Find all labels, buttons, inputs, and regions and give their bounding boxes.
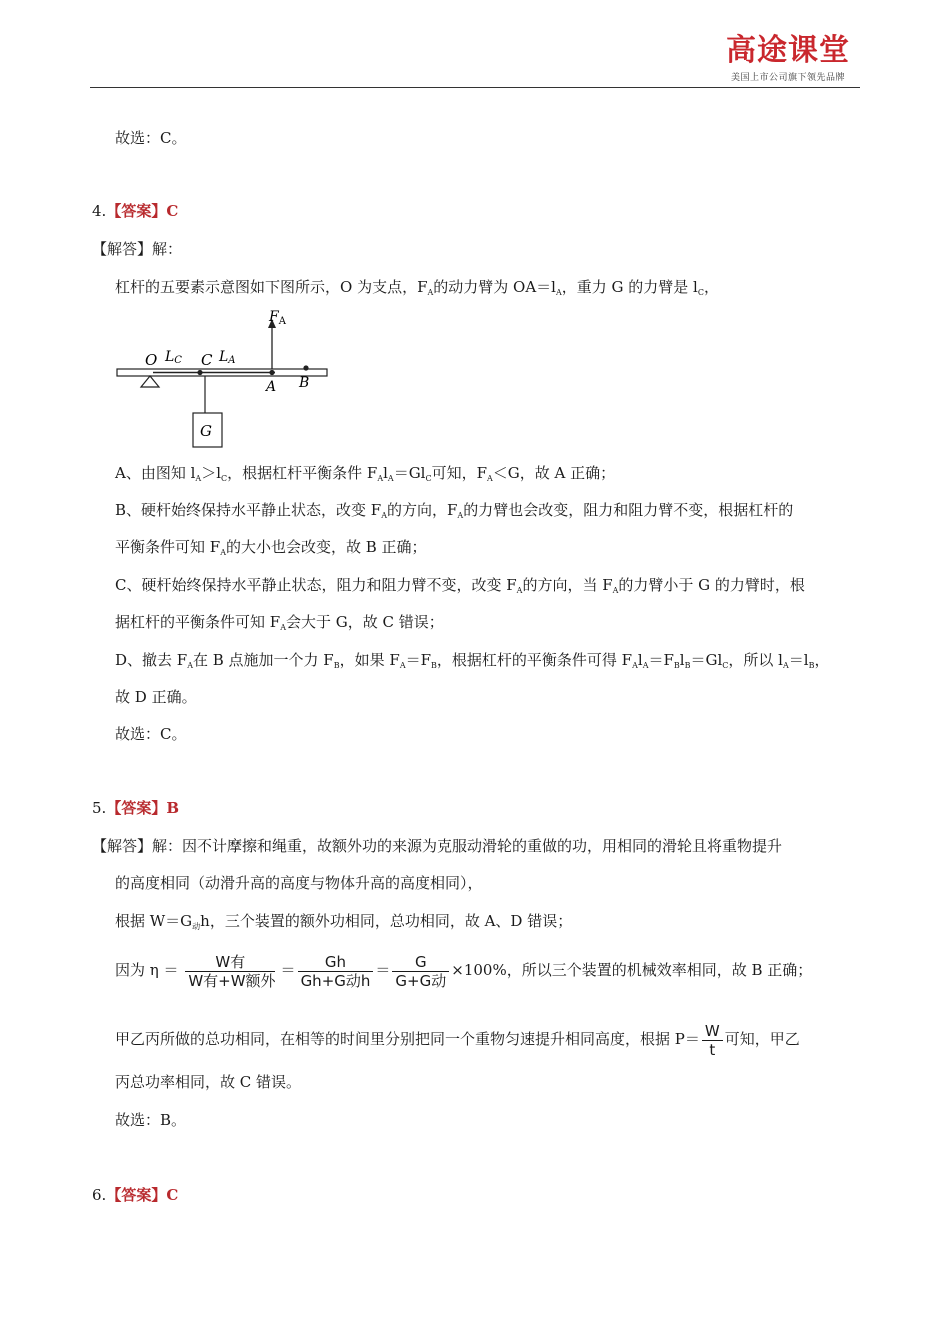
q3-conclusion: 故选：C。 — [115, 129, 187, 147]
q5-answer-label: 【答案】B — [106, 799, 179, 817]
point-a — [269, 370, 274, 375]
subscript: A — [516, 586, 523, 595]
text-segment: ，重力 G 的力臂是 l — [561, 278, 698, 296]
text-segment: D、撤去 F — [115, 651, 188, 669]
subscript: A — [187, 661, 193, 670]
text-segment: A、由图知 l — [115, 464, 196, 482]
q5-line-2: 的高度相同（动滑升高的高度与物体升高的高度相同）， — [115, 874, 483, 892]
q4-answer-label: 【答案】C — [106, 202, 179, 220]
frac1-numerator: W有 — [185, 953, 275, 972]
power-suffix: 可知，甲乙 — [724, 1030, 800, 1048]
frac2-numerator: Gh — [298, 953, 374, 972]
subscript: A — [487, 474, 493, 483]
lever-diagram — [115, 305, 335, 453]
q5-line-1 — [92, 835, 782, 857]
subscript: B — [431, 661, 437, 670]
pfrac-denominator: t — [709, 1040, 716, 1059]
q5-analysis-label: 【解答】 — [92, 837, 153, 855]
subscript: A — [555, 288, 562, 297]
subscript: A — [381, 511, 387, 520]
text-segment: 在 B 点施加一个力 F — [192, 651, 334, 669]
q6-number: 6. — [92, 1186, 107, 1204]
subscript: A — [220, 548, 226, 557]
text-segment: ＞l — [201, 464, 221, 482]
subscript: C — [697, 288, 704, 297]
eq-1: ＝ — [280, 961, 296, 979]
frac3-denominator: G+G动 — [395, 971, 447, 990]
text-segment: h，三个装置的额外功相同，总功相同，故 A、D 错误； — [200, 912, 573, 930]
text-segment: 的动力臂为 OA＝l — [433, 278, 556, 296]
q4-option-b-1 — [115, 499, 793, 527]
subscript: B — [333, 661, 340, 670]
subscript: B — [684, 661, 691, 670]
brand-logo — [718, 34, 858, 83]
text-segment: 可知，F — [431, 464, 488, 482]
text-segment: ，根据杠杆平衡条件 F — [227, 464, 378, 482]
label-o: O — [145, 351, 158, 369]
point-c — [197, 370, 202, 375]
efficiency-fraction-1 — [185, 953, 278, 990]
text-segment: l — [679, 651, 685, 669]
subscript: B — [673, 661, 680, 670]
label-la: LA — [219, 349, 236, 366]
q4-intro — [115, 276, 719, 304]
subscript: A — [427, 288, 434, 297]
q4-option-b-2 — [115, 536, 427, 564]
point-b — [303, 365, 308, 370]
label-a: A — [266, 379, 277, 395]
q4-conclusion: 故选：C。 — [115, 725, 187, 743]
eff-suffix: ×100%，所以三个装置的机械效率相同，故 B 正确； — [451, 961, 813, 979]
q5-conclusion: 故选：B。 — [115, 1111, 187, 1129]
efficiency-fraction-3 — [392, 953, 449, 990]
text-segment: 会大于 G，故 C 错误； — [285, 613, 444, 631]
q5-text-1: 解：因不计摩擦和绳重，故额外功的来源为克服动滑轮的重做的功，用相同的滑轮且将重物提升 — [152, 837, 783, 855]
label-c: C — [201, 351, 213, 369]
q4-option-a — [115, 462, 615, 490]
subscript: A — [195, 474, 202, 483]
subscript: A — [612, 586, 619, 595]
subscript: C — [425, 474, 432, 483]
logo-title: 高途课堂 — [726, 33, 850, 68]
q4-option-d-2: 故 D 正确。 — [115, 688, 197, 706]
logo-tagline: 美国上市公司旗下领先品牌 — [730, 73, 845, 83]
eff-prefix: 因为 η ＝ — [115, 961, 179, 979]
q4-answer-line — [92, 200, 178, 222]
text-segment: B、硬杆始终保持水平静止状态，改变 F — [115, 501, 382, 519]
q6-answer-label: 【答案】C — [106, 1186, 179, 1204]
text-segment: C、硬杆始终保持水平静止状态，阻力和阻力臂不变，改变 F — [115, 576, 517, 594]
q4-option-c-1 — [115, 574, 805, 602]
frac1-denominator: W有+W额外 — [188, 971, 276, 990]
text-segment: l — [637, 651, 643, 669]
text-segment: 的力臂也会改变，阻力和阻力臂不变，根据杠杆的 — [463, 501, 794, 519]
subscript: 动 — [192, 922, 201, 931]
q5-number: 5. — [92, 799, 107, 817]
subscript: A — [642, 661, 649, 670]
frac3-numerator: G — [392, 953, 449, 972]
text-segment: ， — [814, 651, 830, 669]
q5-power-line — [115, 1019, 800, 1059]
subscript: A — [457, 511, 464, 520]
q5-answer-line — [92, 797, 179, 819]
frac2-denominator: Gh+G动h — [300, 971, 371, 990]
label-b: B — [299, 375, 310, 391]
text-segment: l — [383, 464, 388, 482]
text-segment: 平衡条件可知 F — [115, 538, 221, 556]
q5-power-line-2: 丙总功率相同，故 C 错误。 — [115, 1073, 302, 1091]
fulcrum-triangle — [141, 376, 159, 387]
text-segment: ，所以 l — [728, 651, 783, 669]
text-segment: ， — [703, 278, 719, 296]
q5-efficiency-formula — [115, 950, 812, 990]
text-segment: ，如果 F — [339, 651, 400, 669]
q5-line-3 — [115, 910, 572, 938]
q4-option-c-2 — [115, 611, 444, 639]
text-segment: 的方向，F — [386, 501, 458, 519]
text-segment: ＝F — [648, 651, 674, 669]
power-prefix: 甲乙丙所做的总功相同，在相等的时间里分别把同一个重物匀速提升相同高度，根据 P＝ — [115, 1030, 700, 1048]
header-divider — [90, 87, 860, 88]
q4-option-d-1 — [115, 649, 829, 677]
label-g: G — [200, 422, 212, 440]
subscript: A — [377, 474, 384, 483]
q4-number: 4. — [92, 202, 107, 220]
text-segment: 杠杆的五要素示意图如下图所示，O 为支点，F — [115, 278, 428, 296]
pfrac-numerator: W — [702, 1022, 723, 1041]
text-segment: ＝l — [788, 651, 809, 669]
label-lc: LC — [165, 349, 182, 366]
subscript: C — [221, 474, 228, 483]
text-segment: 根据 W＝G — [115, 912, 193, 930]
subscript: A — [387, 474, 394, 483]
q4-analysis-label: 【解答】解： — [92, 240, 183, 258]
q6-answer-line — [92, 1184, 178, 1206]
subscript: A — [632, 661, 638, 670]
subscript: A — [280, 623, 286, 632]
text-segment: 的力臂小于 G 的力臂时，根 — [618, 576, 805, 594]
text-segment: 的方向，当 F — [522, 576, 613, 594]
subscript: A — [782, 661, 789, 670]
text-segment: 据杠杆的平衡条件可知 F — [115, 613, 281, 631]
text-segment: ＝Gl — [690, 651, 723, 669]
subscript: B — [808, 661, 815, 670]
text-segment: ＜G，故 A 正确； — [492, 464, 616, 482]
power-fraction — [702, 1022, 723, 1059]
text-segment: ＝Gl — [393, 464, 426, 482]
efficiency-fraction-2 — [298, 953, 374, 990]
text-segment: ＝F — [405, 651, 432, 669]
eq-2: ＝ — [375, 961, 391, 979]
subscript: C — [722, 661, 729, 670]
text-segment: 的大小也会改变，故 B 正确； — [225, 538, 427, 556]
text-segment: ，根据杠杆的平衡条件可得 F — [436, 651, 633, 669]
label-fa: $F_A$ — [269, 309, 286, 327]
subscript: A — [399, 661, 406, 670]
